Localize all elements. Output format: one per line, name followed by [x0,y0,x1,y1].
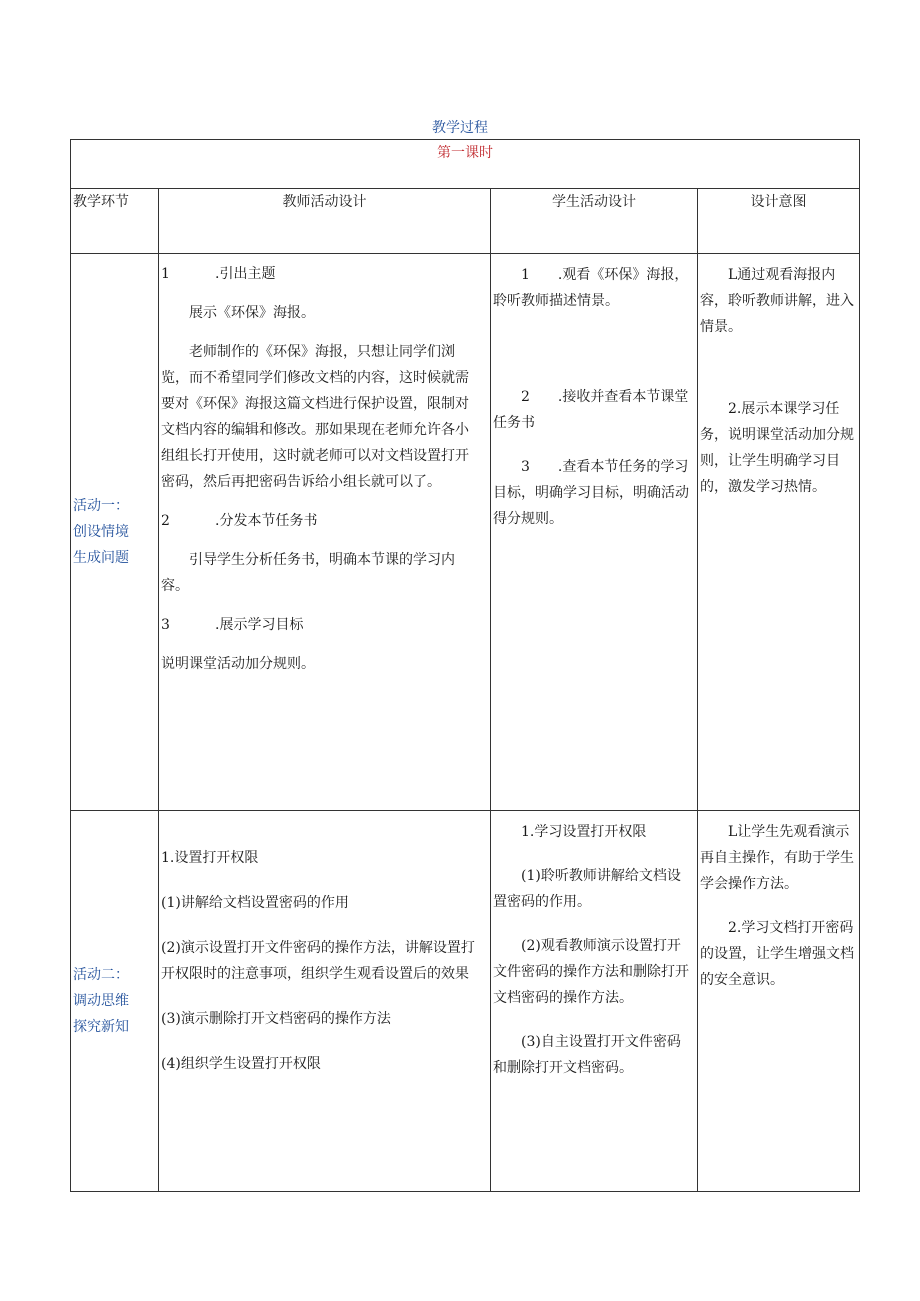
teacher-paragraph: 说明课堂活动加分规则。 [161,656,315,672]
intent-cell [698,254,860,811]
intent-paragraph: 2.展示本课学习任务，说明课堂活动加分规则，让学生明确学习目的，激发学习热情。 [700,401,854,495]
student-paragraph: 1.学习设置打开权限 [521,824,647,840]
stage-line: 探究新知 [73,1019,129,1035]
teacher-item-heading [161,612,482,638]
teacher-paragraph: (4)组织学生设置打开权限 [161,1056,321,1072]
student-paragraph: 1 .观看《环保》海报，聆听教师描述情景。 [493,267,689,309]
header-teacher: 教师活动设计 [159,189,491,254]
stage-line: 调动思维 [73,993,129,1009]
header-stage: 教学环节 [71,189,159,254]
page-title: 教学过程 [432,120,488,136]
teacher-paragraph: (1)讲解给文档设置密码的作用 [161,895,349,911]
session-label: 第一课时 [71,140,860,189]
student-cell [491,254,698,811]
header-row [71,189,860,254]
teacher-item-heading [161,261,482,287]
activity-row-2 [71,811,860,1192]
item-title: .展示学习目标 [215,617,304,633]
teacher-paragraph: 展示《环保》海报。 [189,305,315,321]
teacher-paragraph: 老师制作的《环保》海报，只想让同学们浏览，而不希望同学们修改文档的内容，这时候就需要对《环保》海报这篇文档进行保护设置，限制对文档内容的编辑和修改。那如果现在老师允许各小组组长打开使用，这时就老师可以对文档设置打开密码，然后再把密码告诉给小组长就可以了。 [161,344,469,490]
header-intent: 设计意图 [698,189,860,254]
student-paragraph: 2 .接收并查看本节课堂任务书 [493,389,689,431]
activity-row-1 [71,254,860,811]
student-paragraph: (2)观看教师演示设置打开文件密码的操作方法和删除打开文档密码的操作方法。 [493,938,689,1006]
teacher-item-heading [161,508,482,534]
intent-paragraph: 2.学习文档打开密码的设置，让学生增强文档的安全意识。 [700,920,854,988]
student-paragraph: (1)聆听教师讲解给文档设置密码的作用。 [493,868,681,910]
lesson-table [70,139,860,1192]
stage-line: 活动二： [73,967,129,983]
student-paragraph: 3 .查看本节任务的学习目标，明确学习目标，明确活动得分规则。 [493,459,689,527]
session-row [71,140,860,189]
teacher-paragraph: (2)演示设置打开文件密码的操作方法，讲解设置打开权限时的注意事项，组织学生观看设置后的效果 [161,940,475,982]
teacher-paragraph: 1.设置打开权限 [161,850,259,866]
intent-cell [698,811,860,1192]
student-paragraph: (3)自主设置打开文件密码和删除打开文档密码。 [493,1034,681,1076]
teacher-paragraph: 引导学生分析任务书，明确本节课的学习内容。 [161,552,455,594]
header-student: 学生活动设计 [491,189,698,254]
student-cell [491,811,698,1192]
teacher-cell [159,811,491,1192]
item-title: .分发本节任务书 [215,513,318,529]
stage-cell [71,811,159,1192]
item-number: 2 [161,513,170,529]
intent-paragraph: L通过观看海报内容，聆听教师讲解，进入情景。 [700,267,854,335]
item-number: 3 [161,617,170,633]
teacher-paragraph: (3)演示删除打开文档密码的操作方法 [161,1011,391,1027]
teacher-cell [159,254,491,811]
stage-line: 活动一： [73,498,129,514]
stage-line: 创设情境 [73,524,129,540]
stage-line: 生成问题 [73,550,129,566]
item-title: .引出主题 [215,266,276,282]
intent-paragraph: L让学生先观看演示再自主操作，有助于学生学会操作方法。 [700,824,854,892]
stage-cell [71,254,159,811]
item-number: 1 [161,266,170,282]
